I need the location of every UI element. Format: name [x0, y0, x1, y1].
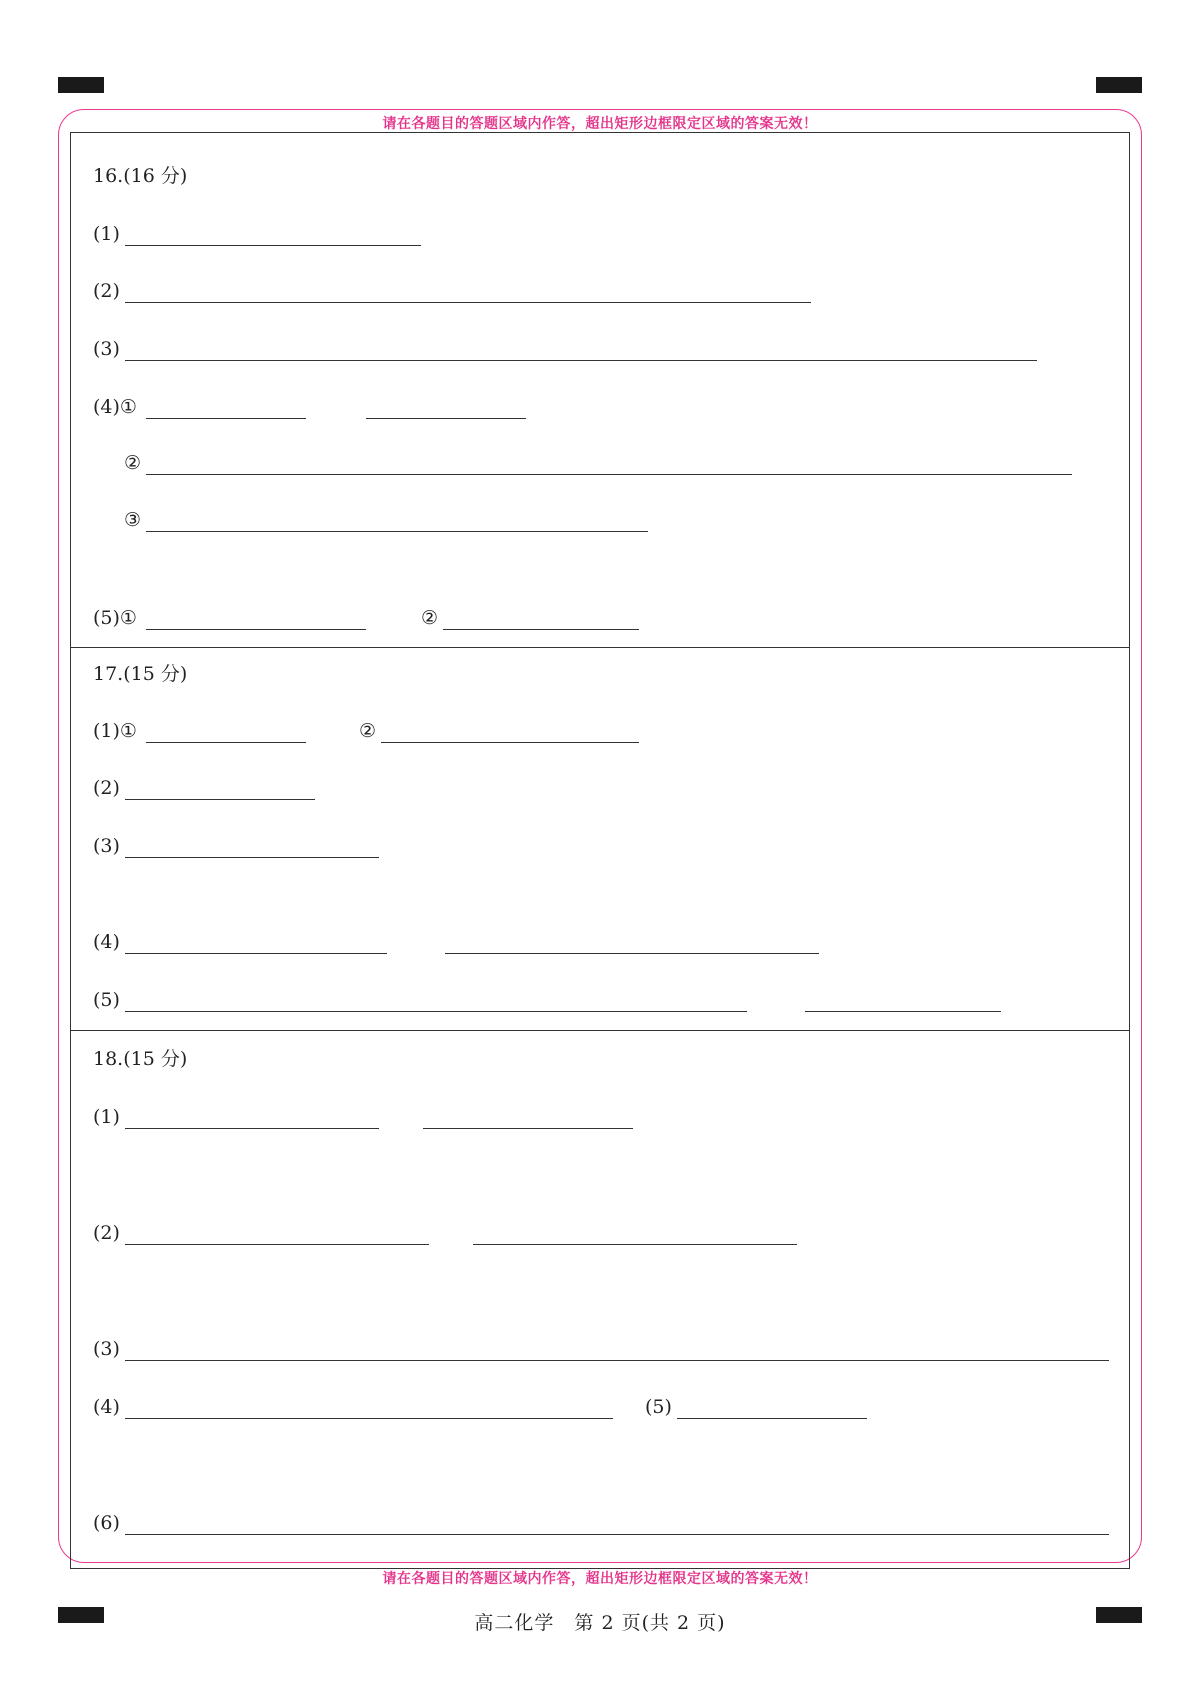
q17-part4-label: (4) [93, 931, 120, 953]
q18-part1-label: (1) [93, 1106, 120, 1128]
q16-part5-2-label: ② [421, 607, 439, 629]
q16-part2-label: (2) [93, 280, 120, 302]
q16-part4-2-label: ② [124, 452, 142, 474]
notice-bottom: 请在各题目的答题区域内作答，超出矩形边框限定区域的答案无效！ [382, 1571, 818, 1587]
q18-part1-answer-line-b[interactable] [423, 1128, 633, 1129]
q18-part6-label: (6) [93, 1512, 120, 1534]
q17-part1-2-answer-line[interactable] [381, 742, 639, 743]
q18-part2-answer-line-b[interactable] [473, 1244, 797, 1245]
q17-part1-label: (1)① [93, 720, 137, 742]
q16-part4-1-answer-line-a[interactable] [146, 418, 306, 419]
q17-part1-2-label: ② [359, 720, 377, 742]
q18-part4-answer-line[interactable] [125, 1418, 613, 1419]
notice-top: 请在各题目的答题区域内作答，超出矩形边框限定区域的答案无效！ [382, 116, 818, 132]
q18-part3-label: (3) [93, 1338, 120, 1360]
q17-part5-answer-line-a[interactable] [125, 1011, 747, 1012]
q16-part3-answer-line[interactable] [125, 360, 1037, 361]
q16-part4-3-answer-line[interactable] [146, 531, 648, 532]
alignment-marker-top-right [1096, 77, 1142, 93]
q17-part5-label: (5) [93, 989, 120, 1011]
q17-part2-answer-line[interactable] [125, 799, 315, 800]
q16-part4-2-answer-line[interactable] [146, 474, 1072, 475]
q17-part5-answer-line-b[interactable] [805, 1011, 1001, 1012]
q17-part2-label: (2) [93, 777, 120, 799]
answer-box-q16 [70, 132, 1130, 648]
q16-part5-label: (5)① [93, 607, 137, 629]
q16-part1-answer-line[interactable] [125, 245, 421, 246]
q16-part1-label: (1) [93, 223, 120, 245]
alignment-marker-top-left [58, 77, 104, 93]
q16-part5-2-answer-line[interactable] [443, 629, 639, 630]
q18-part2-label: (2) [93, 1222, 120, 1244]
q17-part1-1-answer-line[interactable] [146, 742, 306, 743]
q18-title: 18.(15 分) [93, 1048, 188, 1070]
q16-part4-label: (4)① [93, 396, 137, 418]
q18-part5-label: (5) [645, 1396, 672, 1418]
q16-part5-1-answer-line[interactable] [146, 629, 366, 630]
page-footer: 高二化学 第 2 页(共 2 页) [474, 1612, 726, 1634]
q17-part4-answer-line-b[interactable] [445, 953, 819, 954]
q18-part5-answer-line[interactable] [677, 1418, 867, 1419]
answer-box-q17 [70, 648, 1130, 1031]
q18-part4-label: (4) [93, 1396, 120, 1418]
q18-part6-answer-line[interactable] [125, 1534, 1109, 1535]
q17-part3-label: (3) [93, 835, 120, 857]
q18-part1-answer-line-a[interactable] [125, 1128, 379, 1129]
q17-part3-answer-line[interactable] [125, 857, 379, 858]
q16-part3-label: (3) [93, 338, 120, 360]
answer-box-q18 [70, 1031, 1130, 1569]
q16-part2-answer-line[interactable] [125, 302, 811, 303]
q18-part2-answer-line-a[interactable] [125, 1244, 429, 1245]
q16-part4-3-label: ③ [124, 509, 142, 531]
q17-part4-answer-line-a[interactable] [125, 953, 387, 954]
q17-title: 17.(15 分) [93, 663, 188, 685]
q16-part4-1-answer-line-b[interactable] [366, 418, 526, 419]
q18-part3-answer-line[interactable] [125, 1360, 1109, 1361]
q16-title: 16.(16 分) [93, 165, 188, 187]
